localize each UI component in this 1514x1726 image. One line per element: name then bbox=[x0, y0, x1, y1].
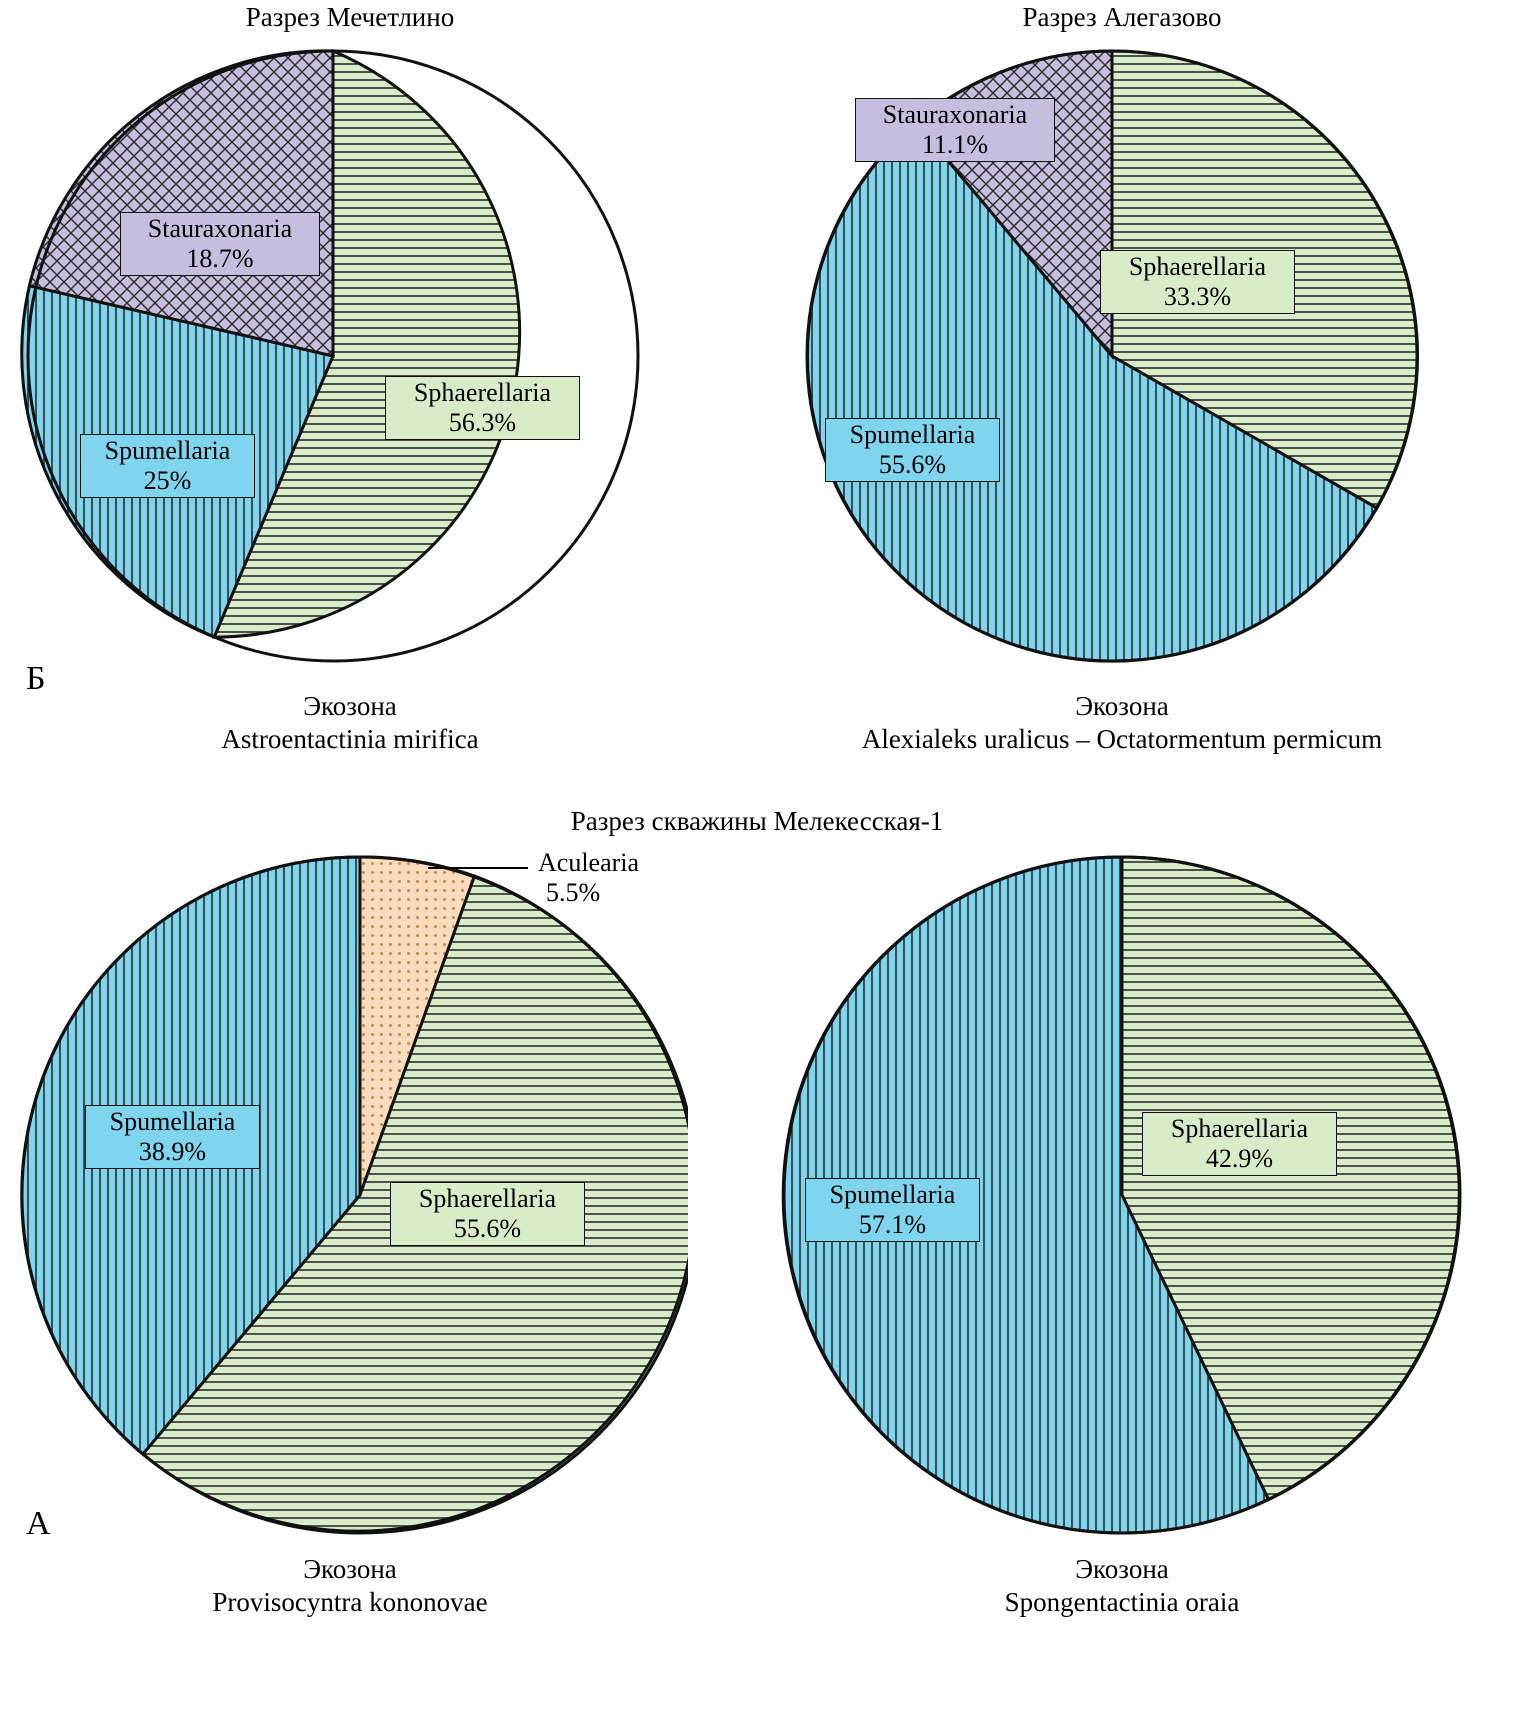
caption-line-1: Экозона bbox=[303, 1554, 397, 1584]
slice-label-spumellaria bbox=[85, 1105, 260, 1169]
section-label-b: Б bbox=[26, 660, 46, 697]
slice-label-spumellaria bbox=[825, 418, 1000, 482]
chart-title-alegazovo: Разрез Алегазово bbox=[1022, 2, 1222, 32]
pie-mechetlino bbox=[8, 44, 658, 669]
leader-line-aculearia bbox=[428, 867, 528, 869]
slice-label-name: Sphaerellaria bbox=[413, 378, 552, 407]
chart-title-mechetlino: Разрез Мечетлино bbox=[245, 2, 455, 32]
caption-line-2: Alexialeks uralicus – Octatormentum permicum bbox=[861, 724, 1383, 754]
caption-line-1: Экозона bbox=[1075, 1554, 1169, 1584]
slice-label-stauraxonaria bbox=[120, 212, 320, 276]
slice-label-name: Sphaerellaria bbox=[1170, 1114, 1309, 1143]
pie-svg-alegazovo bbox=[720, 44, 1504, 669]
pie-provisocyntra bbox=[8, 850, 688, 1540]
slice-label-sphaerellaria bbox=[1142, 1112, 1337, 1176]
slice-label-value: 5.5% bbox=[546, 878, 601, 907]
chart-panel-provisocyntra bbox=[0, 845, 700, 1635]
slice-label-value: 57.1% bbox=[858, 1210, 927, 1239]
chart-caption-provisocyntra bbox=[0, 1553, 700, 1619]
slice-label-spumellaria bbox=[805, 1178, 980, 1242]
slice-label-sphaerellaria bbox=[1100, 250, 1295, 314]
chart-panel-alegazovo bbox=[730, 0, 1514, 770]
caption-line-1: Экозона bbox=[303, 691, 397, 721]
chart-panel-spongentactinia bbox=[730, 845, 1514, 1635]
caption-line-2: Astroentactinia mirifica bbox=[221, 724, 479, 754]
pie-alegazovo bbox=[720, 44, 1504, 669]
caption-line-2: Provisocyntra kononovae bbox=[212, 1587, 488, 1617]
slice-label-value: 25% bbox=[143, 466, 192, 495]
slice-label-name: Spumellaria bbox=[849, 420, 976, 449]
slice-label-value: 56.3% bbox=[448, 408, 517, 437]
slice-label-name: Spumellaria bbox=[829, 1180, 956, 1209]
slice-label-name: Spumellaria bbox=[109, 1107, 236, 1136]
slice-label-value: 18.7% bbox=[186, 244, 254, 273]
chart-caption-alegazovo bbox=[730, 690, 1514, 756]
slice-label-stauraxonaria bbox=[855, 98, 1055, 162]
slice-label-sphaerellaria bbox=[390, 1182, 585, 1246]
section-label-a: А bbox=[26, 1505, 51, 1542]
slice-label-name: Sphaerellaria bbox=[418, 1184, 557, 1213]
caption-line-2: Spongentactinia oraia bbox=[1004, 1587, 1240, 1617]
chart-caption-spongentactinia bbox=[730, 1553, 1514, 1619]
pie-svg-mechetlino bbox=[8, 44, 658, 669]
slice-label-value: 38.9% bbox=[138, 1137, 207, 1166]
chart-caption-mechetlino bbox=[0, 690, 700, 756]
slice-label-name: Sphaerellaria bbox=[1128, 252, 1267, 281]
slice-label-name: Stauraxonaria bbox=[882, 100, 1028, 129]
slice-label-value: 11.1% bbox=[921, 130, 989, 159]
chart-panel-mechetlino bbox=[0, 0, 700, 770]
slice-label-value: 42.9% bbox=[1205, 1144, 1274, 1173]
slice-label-sphaerellaria bbox=[385, 376, 580, 440]
slice-label-value: 55.6% bbox=[878, 450, 947, 479]
slice-label-name: Spumellaria bbox=[104, 436, 231, 465]
slice-label-name: Stauraxonaria bbox=[147, 214, 293, 243]
pie-svg-provisocyntra bbox=[8, 850, 688, 1540]
caption-line-1: Экозона bbox=[1075, 691, 1169, 721]
slice-label-spumellaria bbox=[80, 434, 255, 498]
slice-label-name: Aculearia bbox=[538, 848, 640, 877]
slice-label-value: 55.6% bbox=[453, 1214, 522, 1243]
slice-label-value: 33.3% bbox=[1163, 282, 1232, 311]
group-title-melekesskaya: Разрез скважины Мелекесская-1 bbox=[570, 806, 944, 836]
